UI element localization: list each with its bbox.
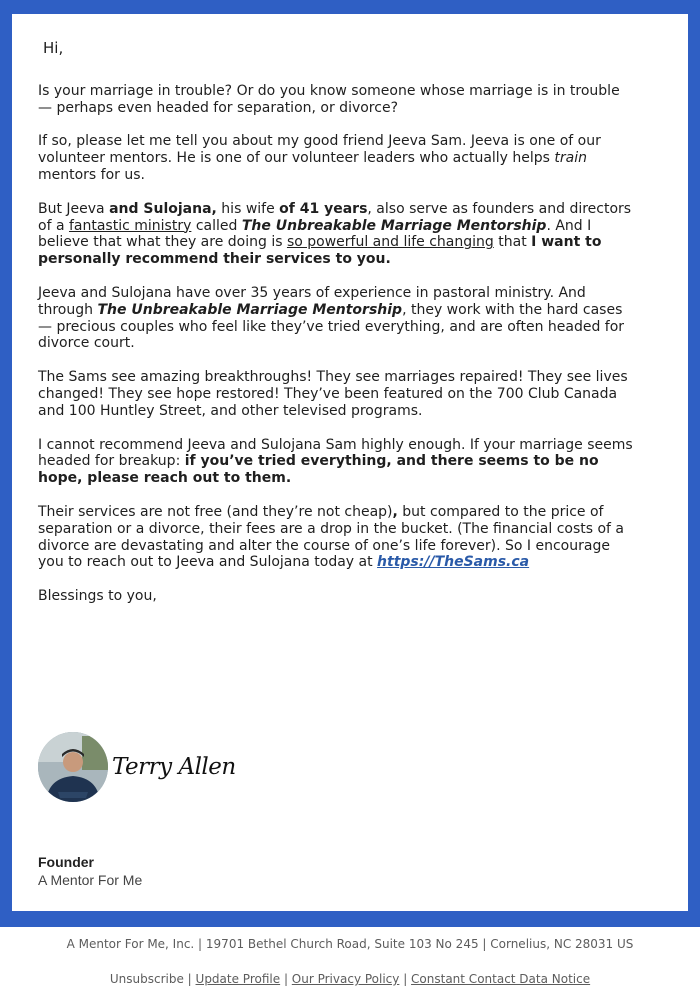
p3-j: so powerful and life changing bbox=[286, 234, 494, 251]
footer-links bbox=[0, 972, 700, 986]
p2-text-a: If so, please let me tell you about my good friend Jeeva Sam. Jeeva is one of our volunteer mentors. He is one of our volunteer leaders who actually helps bbox=[38, 133, 601, 167]
avatar bbox=[38, 732, 108, 802]
update-profile-link[interactable]: Update Profile bbox=[195, 972, 281, 986]
p3-c: his wife bbox=[216, 200, 280, 217]
greeting: Hi, bbox=[43, 39, 64, 57]
p2-text-c: mentors for us. bbox=[38, 166, 145, 183]
paragraph-1 bbox=[38, 83, 638, 117]
paragraph-7 bbox=[38, 504, 638, 571]
paragraph-2 bbox=[38, 133, 638, 183]
p6-b: if you’ve tried everything, and there seems to be no hope, please reach out to them bbox=[38, 453, 599, 487]
ministry-name: The Unbreakable Marriage Mentorship bbox=[241, 217, 547, 234]
p4-c: , they work with the hard cases — precious couples who feel like they’ve tried everything, and are often headed for divorce court. bbox=[38, 301, 625, 352]
letter-body bbox=[38, 40, 638, 622]
p7-b: , bbox=[392, 503, 398, 520]
p6-a: I cannot recommend Jeeva and Sulojana Sam highly enough. If your marriage seems headed for breakup: bbox=[38, 436, 633, 470]
p3-e: , also serve as founders and directors of a bbox=[38, 200, 632, 234]
signer-title: Founder bbox=[38, 854, 94, 870]
unsubscribe-link[interactable]: Unsubscribe bbox=[109, 972, 184, 986]
p3-b: and Sulojana, bbox=[109, 200, 217, 217]
p3-g: called bbox=[191, 217, 242, 234]
thesams-link[interactable]: https://TheSams.ca bbox=[377, 554, 530, 571]
closing: Blessings to you, bbox=[38, 588, 157, 605]
p3-f: fantastic ministry bbox=[68, 217, 192, 234]
p6-c: . bbox=[285, 470, 292, 487]
p3-a: But Jeeva bbox=[38, 200, 110, 217]
p1-text: Is your marriage in trouble? Or do you know someone whose marriage is in trouble — perhaps even headed for separation, or divorce? bbox=[38, 82, 620, 116]
p3-l: I want to personally recommend their services to you. bbox=[38, 234, 602, 268]
signature-name: Terry Allen bbox=[112, 754, 236, 780]
ministry-name-2: The Unbreakable Marriage Mentorship bbox=[97, 301, 403, 318]
signer-role bbox=[38, 853, 142, 889]
p3-k: that bbox=[493, 234, 532, 251]
signer-org: A Mentor For Me bbox=[38, 872, 143, 888]
p4-a: Jeeva and Sulojana have over 35 years of experience in pastoral ministry. And through bbox=[38, 284, 586, 318]
signature-block bbox=[38, 732, 236, 802]
separator: | bbox=[280, 972, 292, 986]
paragraph-3 bbox=[38, 201, 638, 268]
p7-c: but compared to the price of separation or a divorce, their fees are a drop in the bucket. (The financial costs of a divorce are devastating and alter the course of one’s life forever). So I encourage you to reach out to Jeeva and Sulojana today at bbox=[38, 503, 625, 571]
separator: | bbox=[399, 972, 412, 986]
p2-emphasis: train bbox=[554, 150, 588, 167]
privacy-policy-link[interactable]: Our Privacy Policy bbox=[291, 972, 400, 986]
paragraph-6 bbox=[38, 437, 638, 487]
separator: | bbox=[183, 972, 196, 986]
data-notice-link[interactable]: Constant Contact Data Notice bbox=[411, 972, 591, 986]
paragraph-5 bbox=[38, 369, 638, 419]
p5-text: The Sams see amazing breakthroughs! They see marriages repaired! They see lives changed! They see hope restored! They’ve been featured on the 700 Club Canada and 100 Huntley Street, and other televised programs. bbox=[38, 369, 628, 419]
p7-a: Their services are not free (and they’re not cheap) bbox=[38, 503, 393, 520]
footer-address: A Mentor For Me, Inc. | 19701 Bethel Church Road, Suite 103 No 245 | Cornelius, NC 28031 US bbox=[66, 937, 634, 951]
p3-i: . And I believe that what they are doing is bbox=[38, 217, 592, 251]
p3-d: of 41 years bbox=[279, 200, 368, 217]
paragraph-4 bbox=[38, 285, 638, 352]
